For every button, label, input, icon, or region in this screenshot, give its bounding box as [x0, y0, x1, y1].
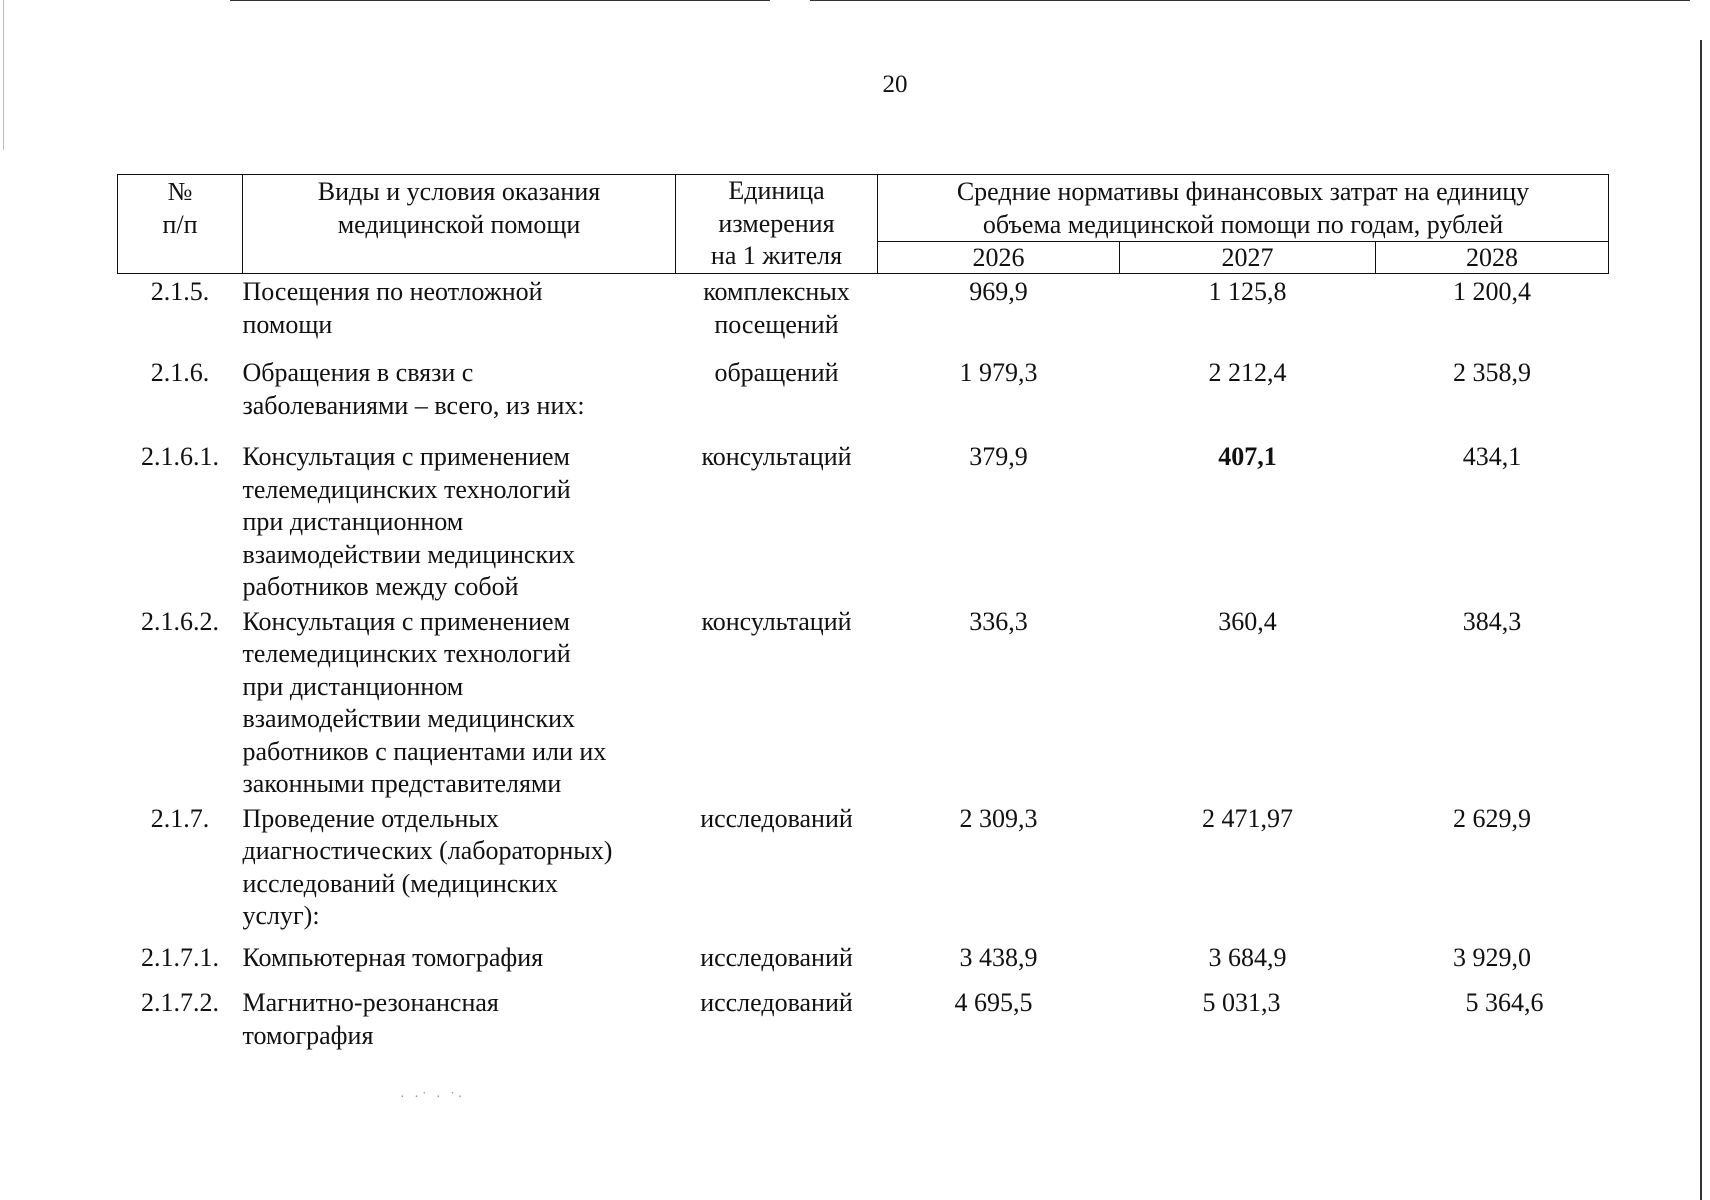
value-2026: 3 438,9 [959, 942, 1038, 972]
header-num [118, 175, 243, 274]
value-2026: 379,9 [969, 442, 1028, 471]
description-line: работников между собой [242, 572, 519, 601]
row-number: 2.1.6. [150, 358, 210, 387]
unit-line: комплексных [703, 277, 850, 306]
row-description [243, 801, 676, 940]
value-2026: 336,3 [969, 606, 1028, 636]
row-description [243, 274, 676, 356]
row-number: 2.1.6.1. [141, 442, 219, 471]
description-line: услуг): [242, 901, 320, 930]
row-number: 2.1.7.2. [141, 988, 219, 1017]
row-number: 2.1.7. [150, 803, 210, 833]
value-2027: 407,1 [1218, 442, 1277, 471]
row-unit: исследований [700, 803, 853, 833]
value-2028: 1 200,4 [1453, 277, 1531, 306]
row-unit [676, 274, 878, 356]
row-number: 2.1.5. [150, 277, 210, 306]
description-line: исследований (медицинских [242, 868, 558, 898]
table-row [118, 604, 1609, 801]
value-2028: 384,3 [1462, 606, 1522, 636]
scan-top-rule [230, 0, 770, 1]
header-year-2028: 2028 [1376, 242, 1609, 274]
table-row [118, 439, 1609, 604]
value-2028: 3 929,0 [1453, 942, 1531, 972]
header-unit-line-2: измерения [718, 208, 835, 238]
header-norms [878, 175, 1609, 242]
description-line: Посещения по неотложной [242, 277, 543, 306]
value-2027: 360,4 [1218, 606, 1277, 636]
description-line: заболеваниями – всего, из них: [242, 390, 585, 420]
value-2027: 5 031,3 [1202, 988, 1281, 1017]
unit-line: посещений [714, 309, 839, 339]
scan-top-rule-right [810, 0, 1690, 1]
page-number: 20 [882, 71, 908, 98]
header-num-line-1: № [167, 177, 193, 206]
description-line: при дистанционном [242, 507, 464, 536]
row-unit: исследований [700, 942, 853, 972]
description-line: телемедицинских технологий [242, 474, 571, 504]
description-line: взаимодействии медицинских [242, 539, 576, 569]
row-unit: консультаций [701, 442, 852, 471]
value-2026: 2 309,3 [959, 803, 1038, 833]
description-line: законными представителями [242, 769, 562, 798]
scan-right-edge [1700, 40, 1702, 1200]
value-2028: 434,1 [1462, 442, 1522, 471]
description-line: Проведение отдельных [242, 803, 499, 833]
value-2026: 969,9 [969, 277, 1028, 306]
row-unit: обращений [714, 358, 839, 387]
table-row [118, 801, 1609, 940]
description-line: взаимодействии медицинских [242, 704, 576, 733]
value-2027: 3 684,9 [1208, 942, 1287, 972]
table-row [118, 355, 1609, 439]
header-year-2027: 2027 [1120, 242, 1376, 274]
table-row [118, 274, 1609, 356]
header-norms-line-2: объема медицинской помощи по годам, рублей [982, 209, 1504, 239]
header-unit-line-1: Единица [728, 176, 825, 205]
header-year-2026: 2026 [878, 242, 1120, 274]
row-number: 2.1.6.2. [141, 606, 219, 636]
description-line: Обращения в связи с [242, 358, 474, 387]
header-description-line-2: медицинской помощи [337, 209, 581, 239]
row-description [243, 355, 676, 439]
value-2027: 1 125,8 [1208, 277, 1287, 306]
description-line: томография [242, 1020, 374, 1050]
description-line: телемедицинских технологий [242, 639, 571, 668]
header-norms-line-1: Средние нормативы финансовых затрат на единицу [956, 177, 1530, 206]
row-description: Компьютерная томография [242, 942, 544, 972]
value-2027: 2 471,97 [1202, 803, 1293, 833]
value-2027: 2 212,4 [1208, 358, 1287, 387]
header-unit-line-3: на 1 жителя [710, 241, 843, 270]
financial-norms-table [117, 174, 1609, 1052]
header-description [243, 175, 676, 274]
description-line: Магнитно-резонансная [242, 988, 499, 1017]
description-line: при дистанционном [242, 671, 464, 701]
header-unit [676, 175, 878, 274]
value-2028: 2 358,9 [1453, 358, 1531, 387]
scan-specks: · ·˙ · ˙· [400, 1090, 466, 1105]
row-unit: исследований [700, 988, 853, 1017]
header-description-line-1: Виды и условия оказания [317, 177, 601, 206]
row-description [243, 604, 676, 801]
row-description [243, 985, 676, 1052]
description-line: работников с пациентами или их [242, 736, 607, 766]
description-line: помощи [242, 309, 333, 339]
value-2026: 4 695,5 [954, 988, 1033, 1017]
value-2028: 5 364,6 [1465, 988, 1544, 1017]
description-line: диагностических (лабораторных) [242, 836, 613, 865]
value-2026: 1 979,3 [959, 358, 1038, 387]
row-description [243, 439, 676, 604]
header-num-line-2: п/п [162, 209, 198, 239]
value-2028: 2 629,9 [1453, 803, 1531, 833]
row-number: 2.1.7.1. [141, 942, 219, 972]
row-unit: консультаций [701, 606, 852, 636]
description-line: Консультация с применением [242, 606, 571, 636]
description-line: Консультация с применением [242, 442, 571, 471]
table-row [118, 985, 1609, 1052]
table-row [118, 940, 1609, 986]
